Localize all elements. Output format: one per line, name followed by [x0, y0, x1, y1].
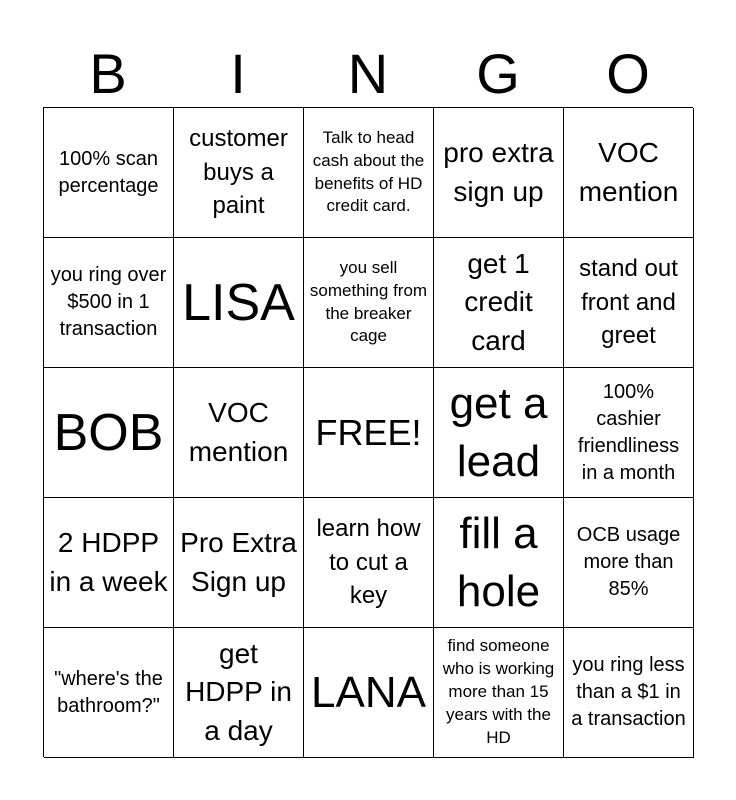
bingo-cell-r4-c3[interactable]: find someone who is working more than 15 years with the HD — [434, 628, 564, 758]
bingo-cell-r4-c1[interactable]: get HDPP in a day — [174, 628, 304, 758]
bingo-cell-r3-c1[interactable]: Pro Extra Sign up — [174, 498, 304, 628]
bingo-cell-r1-c0[interactable]: you ring over $500 in 1 transaction — [44, 238, 174, 368]
bingo-cell-r1-c2[interactable]: you sell something from the breaker cage — [304, 238, 434, 368]
bingo-cell-free[interactable]: FREE! — [304, 368, 434, 498]
bingo-cell-r3-c2[interactable]: learn how to cut a key — [304, 498, 434, 628]
bingo-cell-r4-c2[interactable]: LANA — [304, 628, 434, 758]
bingo-cell-r2-c1[interactable]: VOC mention — [174, 368, 304, 498]
header-letter-g: G — [476, 42, 520, 105]
bingo-header — [43, 40, 693, 108]
bingo-cell-r0-c1[interactable]: customer buys a paint — [174, 108, 304, 238]
bingo-cell-r3-c4[interactable]: OCB usage more than 85% — [564, 498, 694, 628]
bingo-cell-r0-c4[interactable]: VOC mention — [564, 108, 694, 238]
bingo-cell-r0-c3[interactable]: pro extra sign up — [434, 108, 564, 238]
bingo-cell-r3-c3[interactable]: fill a hole — [434, 498, 564, 628]
bingo-cell-r0-c2[interactable]: Talk to head cash about the benefits of HD credit card. — [304, 108, 434, 238]
bingo-cell-r2-c0[interactable]: BOB — [44, 368, 174, 498]
header-letter-o: O — [606, 42, 650, 105]
header-letter-i: I — [230, 42, 246, 105]
bingo-cell-r3-c0[interactable]: 2 HDPP in a week — [44, 498, 174, 628]
bingo-cell-r2-c3[interactable]: get a lead — [434, 368, 564, 498]
bingo-cell-r2-c4[interactable]: 100% cashier friendliness in a month — [564, 368, 694, 498]
header-letter-n: N — [347, 42, 389, 105]
header-letter-b: B — [89, 42, 127, 105]
bingo-cell-r1-c1[interactable]: LISA — [174, 238, 304, 368]
bingo-board — [43, 107, 693, 757]
bingo-cell-r4-c0[interactable]: "where's the bathroom?" — [44, 628, 174, 758]
bingo-cell-r4-c4[interactable]: you ring less than a $1 in a transaction — [564, 628, 694, 758]
bingo-cell-r1-c4[interactable]: stand out front and greet — [564, 238, 694, 368]
bingo-cell-r0-c0[interactable]: 100% scan percentage — [44, 108, 174, 238]
bingo-cell-r1-c3[interactable]: get 1 credit card — [434, 238, 564, 368]
